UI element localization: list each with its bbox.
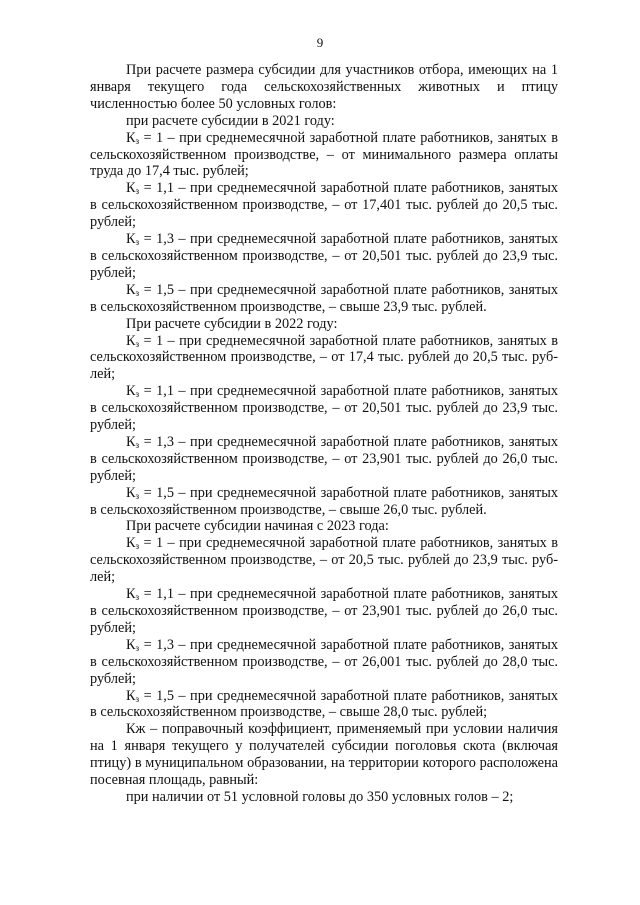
coef-item: $К_з = 1$ – при среднемесячной заработной плате работников, занятых в сельскохозяйственном производстве, – от 17,4 тыс. рублей до 20,5 тыс. рублей;	[90, 332, 558, 383]
paragraph-last: при наличии от 51 условной головы до 350 условных голов – 2;	[126, 788, 514, 805]
coef-item: $К_з = 1,1$ – при среднемесячной заработной плате работников, занятых в сельскохозяйственном производстве, – от 20,501 тыс. рублей до 23,9 тыс. рублей;	[90, 383, 558, 434]
coef-item: $К_з = 1,3$ – при среднемесячной заработной плате работников, занятых в сельскохозяйственном производстве, – от 23,901 тыс. рублей до 26,0 тыс. рублей;	[90, 433, 558, 484]
heading-2021: при расчете субсидии в 2021 году:	[126, 112, 335, 129]
paragraph-kzh: Кж – поправочный коэффициент, применяемый при условии наличия на 1 января текущего у получателей субсидии поголовья скота (включая птицу) в муниципальном образовании, на территории которого расположена посевная площадь, равный:	[90, 721, 558, 789]
coef-item: $К_з = 1,1$ – при среднемесячной заработной плате работников, занятых в сельскохозяйственном производстве, – от 23,901 тыс. рублей до 26,0 тыс. рублей;	[90, 586, 558, 636]
coef-item: $К_з = 1$ – при среднемесячной заработной плате работников, занятых в сельскохозяйственном производстве, – от минимального размера оплаты труда до 17,4 тыс. рублей;	[90, 129, 558, 180]
heading-2023: При расчете субсидии начиная с 2023 года:	[126, 518, 389, 535]
document-body	[90, 62, 558, 806]
coef-item: $К_з = 1,5$ – при среднемесячной заработной плате работников, занятых в сельскохозяйственном производстве, – свыше 28,0 тыс. рублей;	[90, 687, 558, 721]
coef-item: $К_з = 1,5$ – при среднемесячной заработной плате работников, занятых в сельскохозяйственном производстве, – свыше 26,0 тыс. рублей.	[90, 484, 558, 518]
coef-item: $К_з = 1,3$ – при среднемесячной заработной плате работников, занятых в сельскохозяйственном производстве, – от 20,501 тыс. рублей до 23,9 тыс. рублей;	[90, 231, 558, 281]
coef-item: $К_з = 1$ – при среднемесячной заработной плате работников, занятых в сельскохозяйственном производстве, – от 20,5 тыс. рублей до 23,9 тыс. рублей;	[90, 535, 558, 586]
paragraph-intro: При расчете размера субсидии для участников отбора, имеющих на 1 января текущего года сельскохозяйственных животных и птицу численностью более 50 условных голов:	[90, 62, 558, 112]
coef-item: $К_з = 1,5$ – при среднемесячной заработной плате работников, занятых в сельскохозяйственном производстве, – свыше 23,9 тыс. рублей.	[90, 281, 558, 315]
page-number: 9	[316, 35, 324, 50]
coef-item: $К_з = 1,1$ – при среднемесячной заработной плате работников, занятых в сельскохозяйственном производстве, – от 17,401 тыс. рублей до 20,5 тыс. рублей;	[90, 180, 558, 231]
heading-2022: При расчете субсидии в 2022 году:	[126, 315, 338, 332]
coef-item: $К_з = 1,3$ – при среднемесячной заработной плате работников, занятых в сельскохозяйственном производстве, – от 26,001 тыс. рублей до 28,0 тыс. рублей;	[90, 636, 558, 687]
